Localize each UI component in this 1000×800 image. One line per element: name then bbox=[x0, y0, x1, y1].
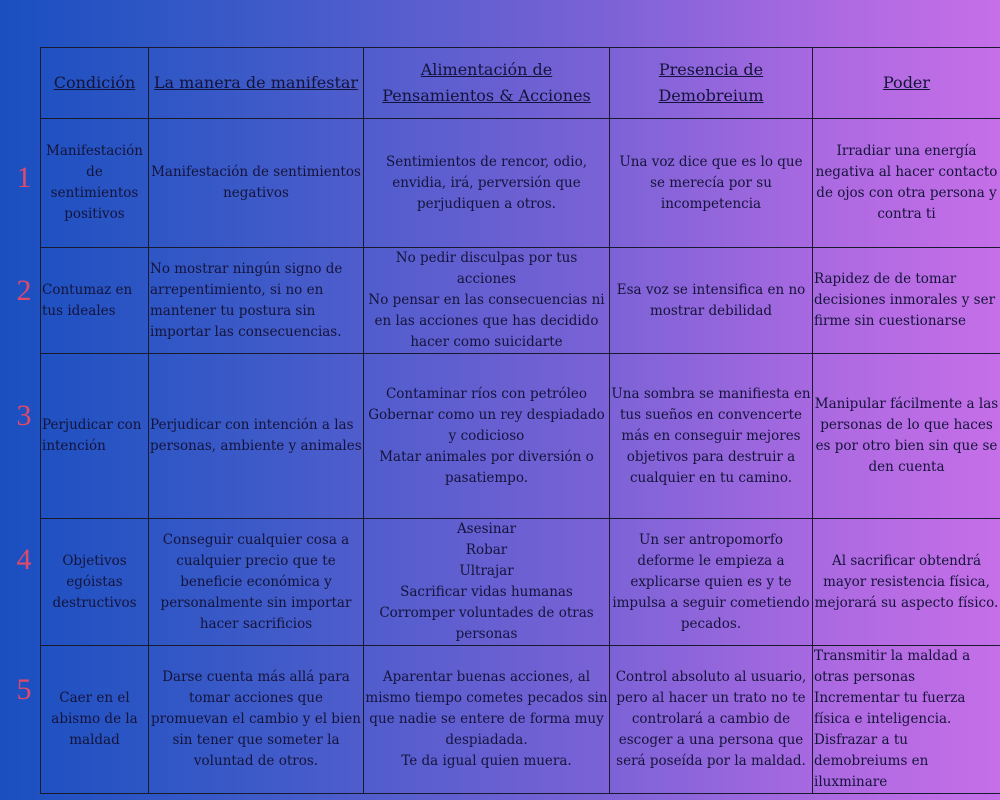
cell-condicion: Perjudicar con intención bbox=[41, 354, 149, 519]
header-condicion: Condición bbox=[41, 48, 149, 119]
header-poder: Poder bbox=[813, 48, 1000, 119]
row-number-1: 1 bbox=[16, 161, 32, 194]
cell-presencia: Una sombra se manifiesta en tus sueños en convencerte más en conseguir mejores objetivos para destruir a cualquier en tu camino. bbox=[610, 354, 813, 519]
row-number-3: 3 bbox=[16, 399, 32, 432]
cell-poder: Al sacrificar obtendrá mayor resistencia física, mejorará su aspecto físico. bbox=[813, 519, 1000, 646]
header-presencia-demobreium: Presencia de Demobreium bbox=[610, 48, 813, 119]
header-row bbox=[41, 48, 1000, 119]
cell-alimentacion: Aparentar buenas acciones, al mismo tiempo cometes pecados sin que nadie se entere de forma muy despiadada. Te da igual quien muera. bbox=[364, 646, 610, 794]
cell-presencia: Control absoluto al usuario, pero al hacer un trato no te controlará a cambio de escoger a una persona que será poseída por la maldad. bbox=[610, 646, 813, 794]
table-row bbox=[41, 519, 1000, 646]
cell-condicion: Objetivos egóistas destructivos bbox=[41, 519, 149, 646]
row-number-2: 2 bbox=[16, 274, 32, 307]
cell-alimentacion: Contaminar ríos con petróleo Gobernar como un rey despiadado y codicioso Matar animales por diversión o pasatiempo. bbox=[364, 354, 610, 519]
row-number-5: 5 bbox=[16, 673, 32, 706]
cell-poder: Transmitir la maldad a otras personas Incrementar tu fuerza física e inteligencia. Disfrazar a tu demobreiums en iluxminare bbox=[813, 646, 1000, 794]
cell-poder: Manipular fácilmente a las personas de lo que haces es por otro bien sin que se den cuenta bbox=[813, 354, 1000, 519]
cell-poder: Irradiar una energía negativa al hacer contacto de ojos con otra persona y contra ti bbox=[813, 119, 1000, 248]
cell-presencia: Un ser antropomorfo deforme le empieza a explicarse quien es y te impulsa a seguir cometiendo pecados. bbox=[610, 519, 813, 646]
cell-alimentacion: No pedir disculpas por tus acciones No pensar en las consecuencias ni en las acciones que has decidido hacer como suicidarte bbox=[364, 248, 610, 354]
cell-condicion: Contumaz en tus ideales bbox=[41, 248, 149, 354]
cell-condicion: Manifestación de sentimientos positivos bbox=[41, 119, 149, 248]
table-row bbox=[41, 119, 1000, 248]
cell-condicion: Caer en el abismo de la maldad bbox=[41, 646, 149, 794]
cell-manera: No mostrar ningún signo de arrepentimiento, si no en mantener tu postura sin importar las consecuencias. bbox=[149, 248, 364, 354]
header-manera-de-manifestar: La manera de manifestar bbox=[149, 48, 364, 119]
header-alimentacion: Alimentación de Pensamientos & Acciones bbox=[364, 48, 610, 119]
cell-manera: Manifestación de sentimientos negativos bbox=[149, 119, 364, 248]
cell-alimentacion: Sentimientos de rencor, odio, envidia, irá, perversión que perjudiquen a otros. bbox=[364, 119, 610, 248]
cell-presencia: Esa voz se intensifica en no mostrar debilidad bbox=[610, 248, 813, 354]
cell-manera: Perjudicar con intención a las personas, ambiente y animales bbox=[149, 354, 364, 519]
table-row bbox=[41, 354, 1000, 519]
cell-manera: Conseguir cualquier cosa a cualquier precio que te beneficie económica y personalmente sin importar hacer sacrificios bbox=[149, 519, 364, 646]
cell-poder: Rapidez de de tomar decisiones inmorales y ser firme sin cuestionarse bbox=[813, 248, 1000, 354]
table-row bbox=[41, 248, 1000, 354]
demobreium-table bbox=[40, 47, 1000, 794]
cell-alimentacion: Asesinar Robar Ultrajar Sacrificar vidas humanas Corromper voluntades de otras personas bbox=[364, 519, 610, 646]
table-row bbox=[41, 646, 1000, 794]
cell-manera: Darse cuenta más allá para tomar acciones que promuevan el cambio y el bien sin tener que someter la voluntad de otros. bbox=[149, 646, 364, 794]
cell-presencia: Una voz dice que es lo que se merecía por su incompetencia bbox=[610, 119, 813, 248]
row-number-column bbox=[0, 0, 40, 800]
row-number-4: 4 bbox=[16, 543, 32, 576]
